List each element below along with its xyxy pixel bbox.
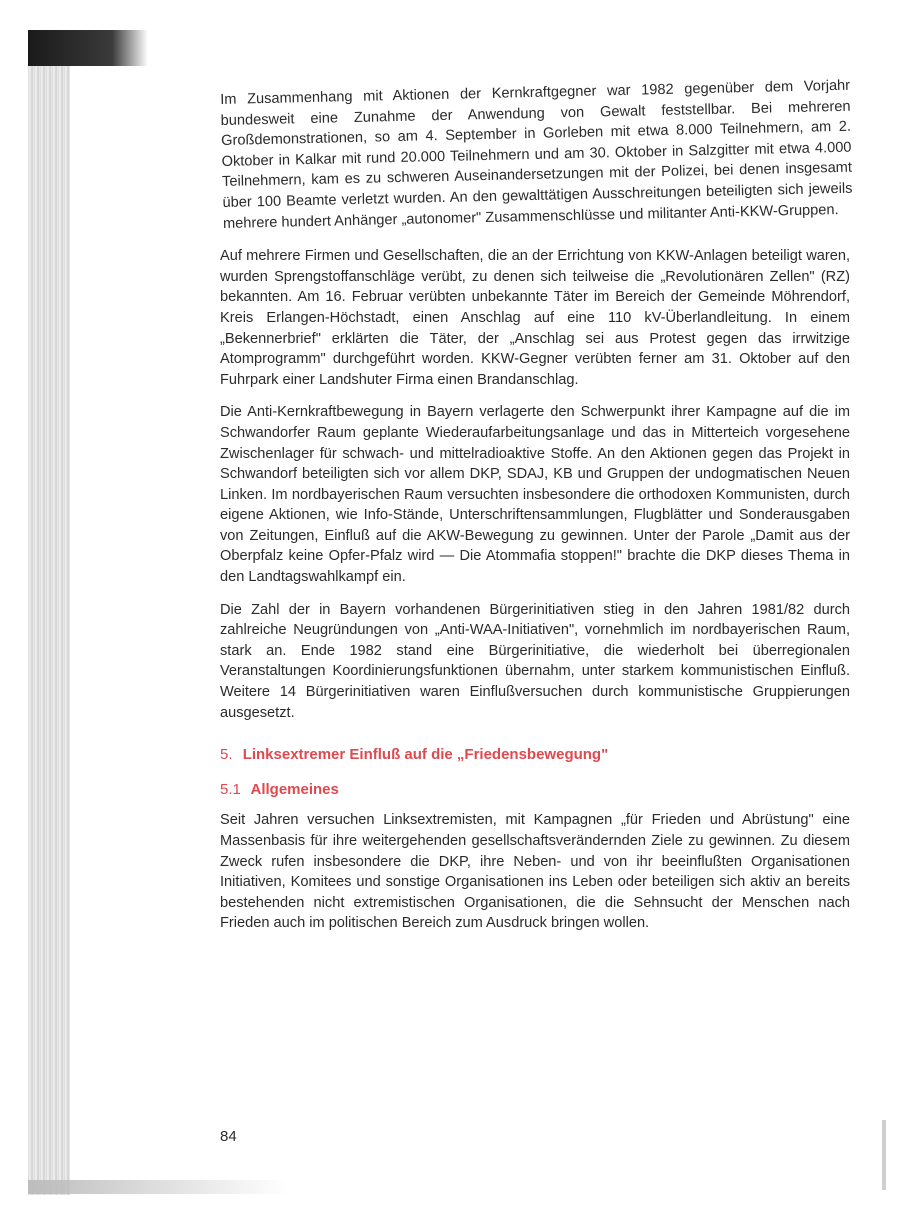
paragraph-2: Auf mehrere Firmen und Gesellschaften, die an der Errichtung von KKW-Anlagen beteiligt waren, wurden Sprengstoffanschläge verübt, zu denen sich teilweise die „Revolutionären Zellen" (RZ) bekannten. Am 16. Februar verübten unbekannte Täter im Bereich der Gemeinde Möhrendorf, Kreis Erlangen-Höchstadt, einen Anschlag auf eine 110 kV-Überlandleitung. In einem „Bekennerbrief" erklärten die Täter, der „Anschlag sei aus Protest gegen das irrwitzige Atomprogramm" durchgeführt worden. KKW-Gegner verübten ferner am 31. Oktober auf den Fuhrpark einer Landshuter Firma einen Brandanschlag. [220, 248, 850, 388]
paragraph-1: Im Zusammenhang mit Aktionen der Kernkraftgegner war 1982 gegenüber dem Vorjahr bundesweit eine Zunahme der Anwendung von Gewalt feststellbar. Bei mehreren Großdemonstrationen, so am 4. September in Gorleben mit etwa 8.000 Teilnehmern, am 2. Oktober in Kalkar mit rund 20.000 Teilnehmern und am 30. Oktober in Salzgitter mit etwa 4.000 Teilnehmern, kam es zu schweren Auseinandersetzungen mit der Polizei, bei denen insgesamt über 100 Beamte verletzt wurden. An den gewalttätigen Ausschreitungen beteiligten sich jeweils mehrere hundert Anhänger „autonomer" Zusammenschlüsse und militanter Anti-KKW-Gruppen. [220, 77, 853, 232]
book-spine-shadow [28, 30, 148, 66]
page-number: 84 [220, 1128, 237, 1145]
document-body [220, 77, 853, 946]
book-page-edges [28, 30, 70, 1195]
paragraph-4: Die Zahl der in Bayern vorhandenen Bürgerinitiativen stieg in den Jahren 1981/82 durch zahlreiche Neugründungen von „Anti-WAA-Initiativen", vornehmlich im nordbayerischen Raum, stark an. Ende 1982 stand eine Bürgerinitiative, die wiederholt bei überregionalen Veranstaltungen Koordinierungsfunktionen übernahm, unter starkem kommunistischen Einfluß. Weitere 14 Bürgerinitiativen waren Einflußversuchen durch kommunistische Gruppierungen ausgesetzt. [220, 601, 850, 721]
section-heading [220, 745, 850, 766]
page-bottom-shadow [28, 1180, 288, 1194]
right-page-edge [882, 1120, 886, 1190]
subsection-number: 5.1 [220, 780, 241, 798]
section-number: 5. [220, 746, 233, 764]
subsection-title: Allgemeines [250, 780, 339, 798]
section-paragraph: Seit Jahren versuchen Linksextremisten, mit Kampagnen „für Frieden und Abrüstung" eine Massenbasis für ihre weitergehenden gesellschaftsverändernden Ziele zu gewinnen. Zu diesem Zweck rufen insbesondere die DKP, ihre Neben- und von ihr beeinflußten Organisationen Initiativen, Komitees und sonstige Organisationen ins Leben oder beteiligen sich aktiv an bereits bestehenden nicht extremistischen Organisationen, die die Sehnsucht der Menschen nach Frieden auch im politischen Bereich zum Ausdruck bringen wollen. [220, 812, 850, 932]
subsection-heading [220, 780, 850, 801]
paragraph-3: Die Anti-Kernkraftbewegung in Bayern verlagerte den Schwerpunkt ihrer Kampagne auf die im Schwandorfer Raum geplante Wiederaufarbeitungsanlage und das in Mitterteich vorgesehene Zwischenlager für schwach- und mittelradioaktive Stoffe. An den Aktionen gegen das Projekt in Schwandorf beteiligten sich vor allem DKP, SDAJ, KB und Gruppen der undogmatischen Neuen Linken. Im nordbayerischen Raum versuchten insbesondere die orthodoxen Kommunisten, durch eigene Aktionen, wie Info-Stände, Unterschriftensammlungen, Flugblätter und Sonderausgaben von Zeitungen, Einfluß auf die AKW-Bewegung zu gewinnen. Unter der Parole „Damit aus der Oberpfalz keine Opfer-Pfalz wird — Die Atommafia stoppen!" brachte die DKP dieses Thema in den Landtagswahlkampf ein. [220, 404, 850, 586]
section-title: Linksextremer Einfluß auf die „Friedensbewegung" [242, 746, 609, 764]
